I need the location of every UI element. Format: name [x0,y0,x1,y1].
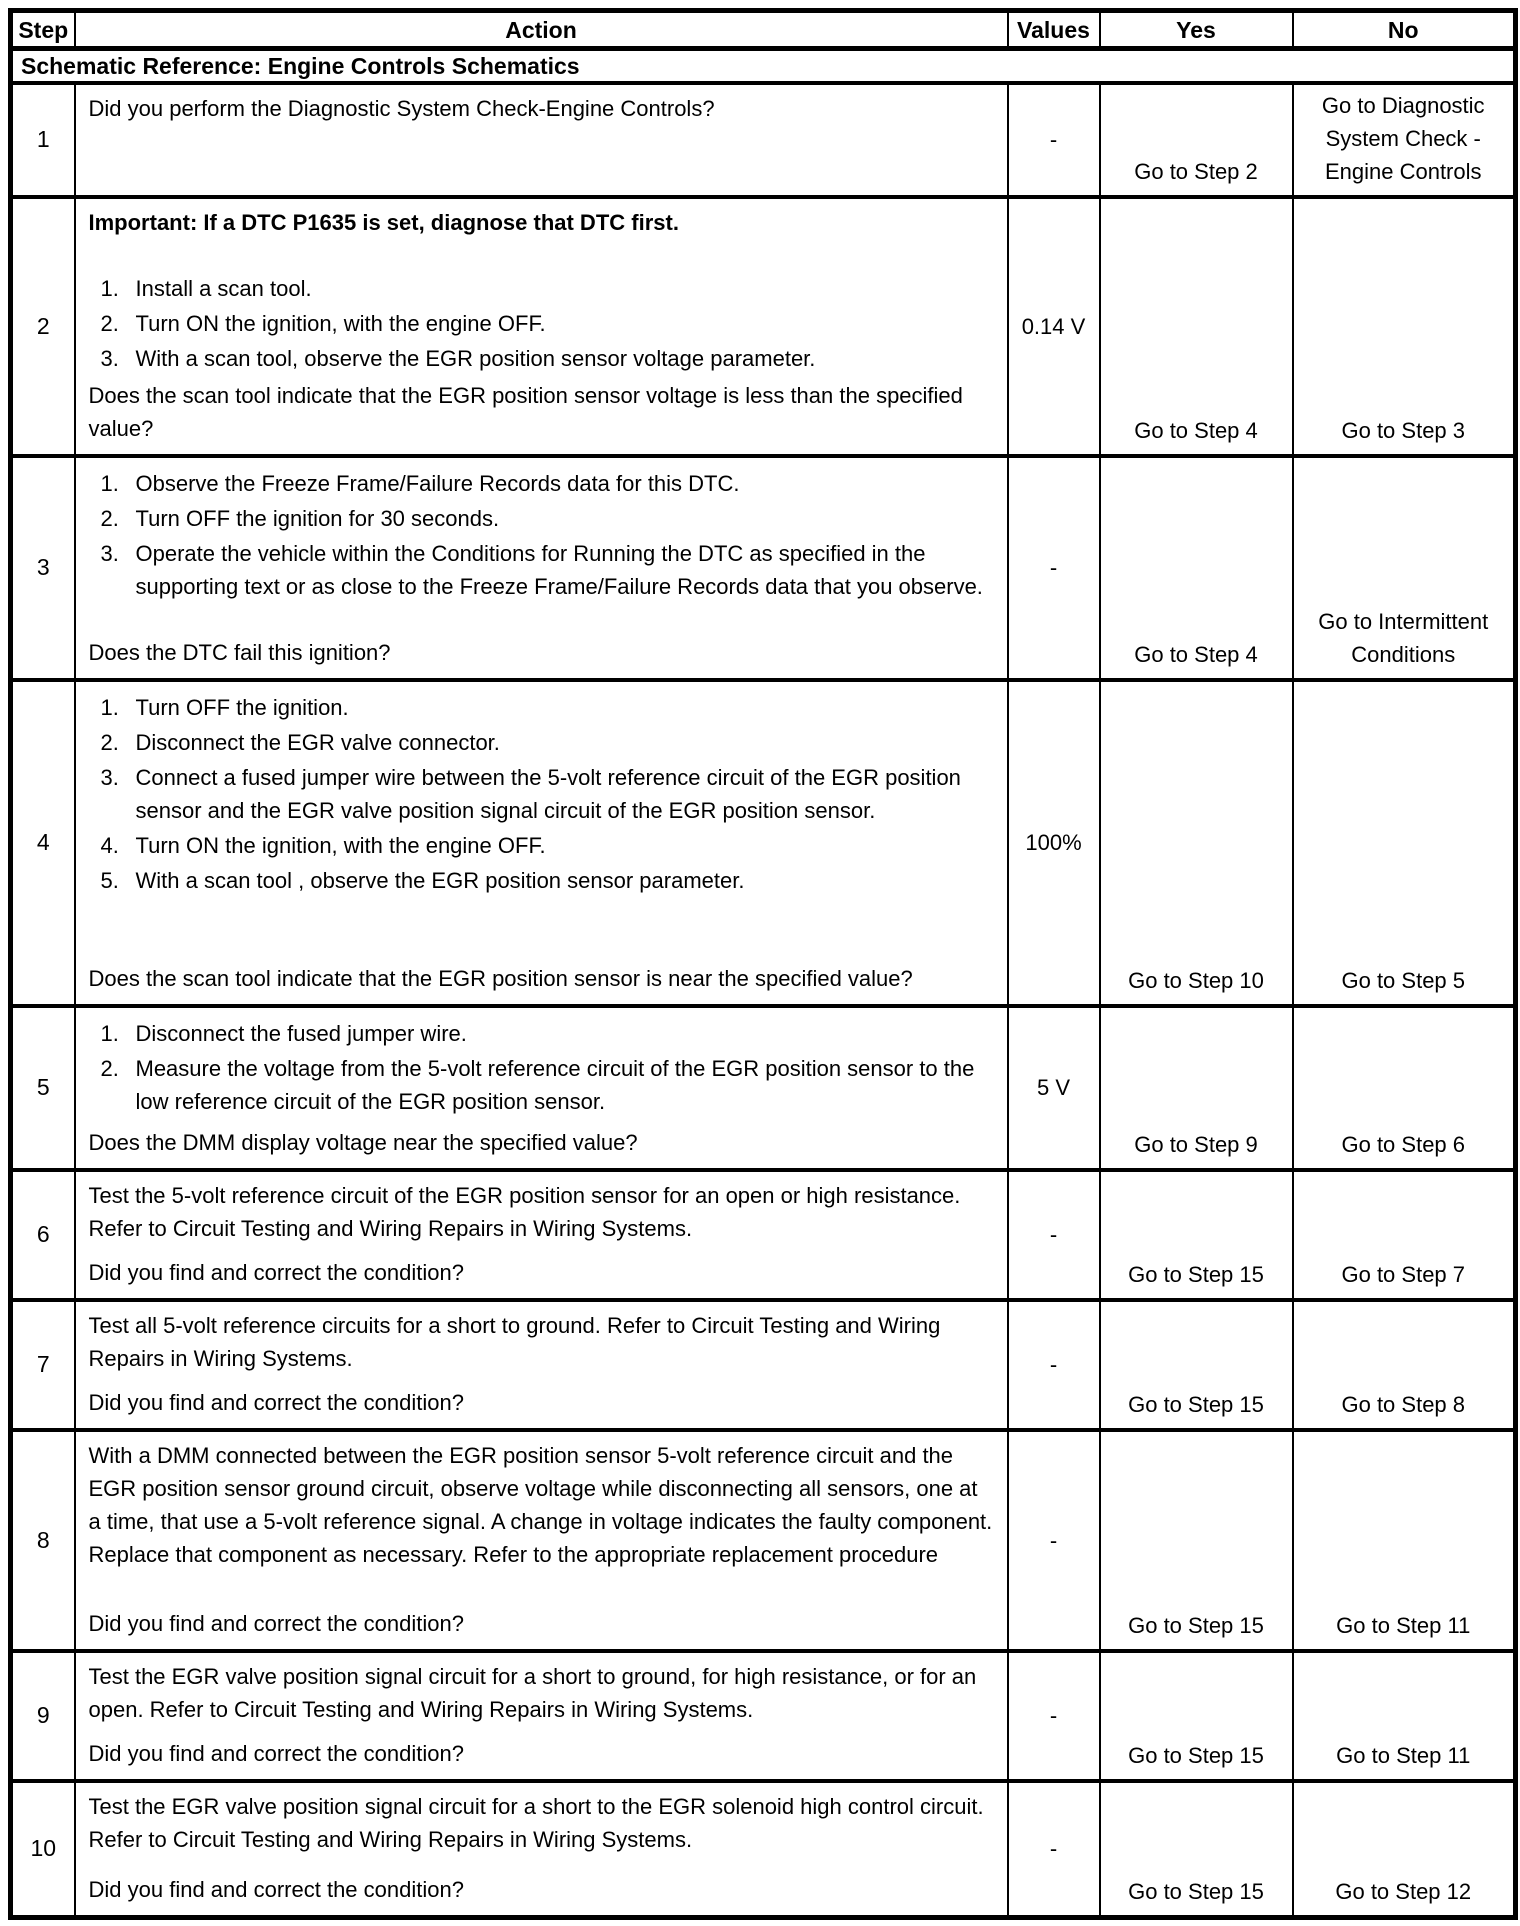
values-cell: - [1008,83,1100,197]
yes-cell: Go to Step 15 [1100,1300,1293,1430]
no-cell: Go to Step 8 [1293,1300,1516,1430]
action-intro: Test the EGR valve position signal circuit for a short to ground, for high resistance, or for an open. Refer to Circuit Testing and Wiring Repairs in Wiring Systems. [88,1663,977,1722]
action-content [89,689,995,995]
yes-cell: Go to Step 15 [1100,1781,1293,1918]
step-number-cell: 1 [11,83,75,197]
step-number-cell: 2 [11,197,75,456]
header-values: Values [1008,11,1100,49]
table-row [11,1170,1516,1300]
table-body [11,49,1516,1918]
step-number-cell: 9 [11,1651,75,1781]
action-intro: Did you perform the Diagnostic System Check-Engine Controls? [88,95,715,121]
action-content [89,1439,995,1640]
action-step-item: Turn OFF the ignition for 30 seconds. [135,505,500,531]
yes-cell: Go to Step 15 [1100,1170,1293,1300]
action-steps-list [89,465,995,605]
header-step: Step [11,11,75,49]
table-row [11,1300,1516,1430]
values-cell: - [1008,1300,1100,1430]
no-cell: Go to Step 11 [1293,1651,1516,1781]
action-content [89,206,995,445]
table-header [11,11,1516,49]
step-number-cell: 4 [11,680,75,1006]
action-intro: Test the EGR valve position signal circuit for a short to the EGR solenoid high control circuit. Refer to Circuit Testing and Wiring Repairs in Wiring Systems. [88,1793,984,1852]
yes-cell: Go to Step 10 [1100,680,1293,1006]
action-cell [75,197,1008,456]
values-cell: - [1008,1781,1100,1918]
values-cell: - [1008,1430,1100,1651]
action-step-item: Disconnect the EGR valve connector. [135,729,500,755]
diagnostic-table [8,8,1518,1920]
action-question: Does the scan tool indicate that the EGR position sensor is near the specified value? [88,965,913,991]
schematic-reference-text: Schematic Reference: Engine Controls Schematics [11,49,1516,83]
action-cell [75,456,1008,680]
action-steps-list [89,1015,995,1120]
yes-cell: Go to Step 15 [1100,1651,1293,1781]
table-row [11,680,1516,1006]
action-cell [75,1006,1008,1170]
action-cell [75,680,1008,1006]
action-intro: With a DMM connected between the EGR position sensor 5-volt reference circuit and the EGR position sensor ground circuit, observe voltage while disconnecting all sensors, one at a time, that use a 5-volt reference signal. A change in voltage indicates the faulty component. Replace that component as necessary. Refer to the appropriate replacement procedure [88,1442,993,1567]
action-step-item: Turn ON the ignition, with the engine OFF. [135,310,546,336]
no-cell: Go to Step 11 [1293,1430,1516,1651]
action-steps-list [89,270,995,377]
schematic-reference-row [11,49,1516,83]
table-row [11,1430,1516,1651]
action-question: Does the DTC fail this ignition? [88,639,391,665]
step-number-cell: 3 [11,456,75,680]
action-question: Does the DMM display voltage near the specified value? [88,1129,638,1155]
action-cell [75,1170,1008,1300]
action-step-item: Observe the Freeze Frame/Failure Records data for this DTC. [135,470,740,496]
action-cell [75,1300,1008,1430]
values-cell: - [1008,1170,1100,1300]
header-yes: Yes [1100,11,1293,49]
important-note: Important: If a DTC P1635 is set, diagnose that DTC first. [88,209,679,235]
header-row [11,11,1516,49]
no-cell: Go to Step 3 [1293,197,1516,456]
values-cell: 5 V [1008,1006,1100,1170]
no-cell: Go to Step 5 [1293,680,1516,1006]
no-cell: Go to Step 6 [1293,1006,1516,1170]
action-cell [75,1781,1008,1918]
action-step-item: Operate the vehicle within the Conditions for Running the DTC as specified in the supporting text or as close to the Freeze Frame/Failure Records data that you observe. [135,540,983,599]
action-step-item: Measure the voltage from the 5-volt reference circuit of the EGR position sensor to the low reference circuit of the EGR position sensor. [135,1055,975,1114]
action-step-item: With a scan tool , observe the EGR position sensor parameter. [135,867,745,893]
table-row [11,1781,1516,1918]
header-action: Action [75,11,1008,49]
action-step-item: Connect a fused jumper wire between the 5-volt reference circuit of the EGR position sensor and the EGR valve position signal circuit of the EGR position sensor. [135,764,961,823]
action-cell [75,1651,1008,1781]
no-cell: Go to Step 7 [1293,1170,1516,1300]
action-content [89,1179,995,1289]
yes-cell: Go to Step 15 [1100,1430,1293,1651]
no-cell: Go to Step 12 [1293,1781,1516,1918]
action-step-item: Turn OFF the ignition. [135,694,349,720]
action-question: Did you find and correct the condition? [88,1610,464,1636]
action-question: Does the scan tool indicate that the EGR position sensor voltage is less than the specified value? [88,382,963,441]
action-question: Did you find and correct the condition? [88,1876,464,1902]
action-question: Did you find and correct the condition? [88,1259,464,1285]
yes-cell: Go to Step 4 [1100,456,1293,680]
action-content [89,1790,995,1906]
action-step-item: Disconnect the fused jumper wire. [135,1020,467,1046]
action-step-item: With a scan tool, observe the EGR position sensor voltage parameter. [135,345,816,371]
action-question: Did you find and correct the condition? [88,1740,464,1766]
table-row [11,197,1516,456]
action-intro: Test all 5-volt reference circuits for a short to ground. Refer to Circuit Testing and Wiring Repairs in Wiring Systems. [88,1312,941,1371]
action-step-item: Turn ON the ignition, with the engine OFF. [135,832,546,858]
yes-cell: Go to Step 2 [1100,83,1293,197]
yes-cell: Go to Step 9 [1100,1006,1293,1170]
action-steps-list [89,689,995,899]
step-number-cell: 10 [11,1781,75,1918]
action-content [89,1309,995,1419]
yes-cell: Go to Step 4 [1100,197,1293,456]
no-cell: Go to Diagnostic System Check - Engine Controls [1293,83,1516,197]
step-number-cell: 6 [11,1170,75,1300]
action-intro: Test the 5-volt reference circuit of the EGR position sensor for an open or high resistance. Refer to Circuit Testing and Wiring Repairs in Wiring Systems. [88,1182,961,1241]
no-cell: Go to Intermittent Conditions [1293,456,1516,680]
step-number-cell: 7 [11,1300,75,1430]
table-row [11,1006,1516,1170]
action-cell [75,83,1008,197]
values-cell: - [1008,456,1100,680]
action-content [89,1660,995,1770]
action-content [89,465,995,669]
step-number-cell: 8 [11,1430,75,1651]
values-cell: - [1008,1651,1100,1781]
step-number-cell: 5 [11,1006,75,1170]
table-row [11,1651,1516,1781]
values-cell: 0.14 V [1008,197,1100,456]
table-row [11,83,1516,197]
action-step-item: Install a scan tool. [135,275,312,301]
table-row [11,456,1516,680]
action-question: Did you find and correct the condition? [88,1389,464,1415]
header-no: No [1293,11,1516,49]
action-cell [75,1430,1008,1651]
action-content [89,1015,995,1159]
values-cell: 100% [1008,680,1100,1006]
action-content [89,92,995,186]
